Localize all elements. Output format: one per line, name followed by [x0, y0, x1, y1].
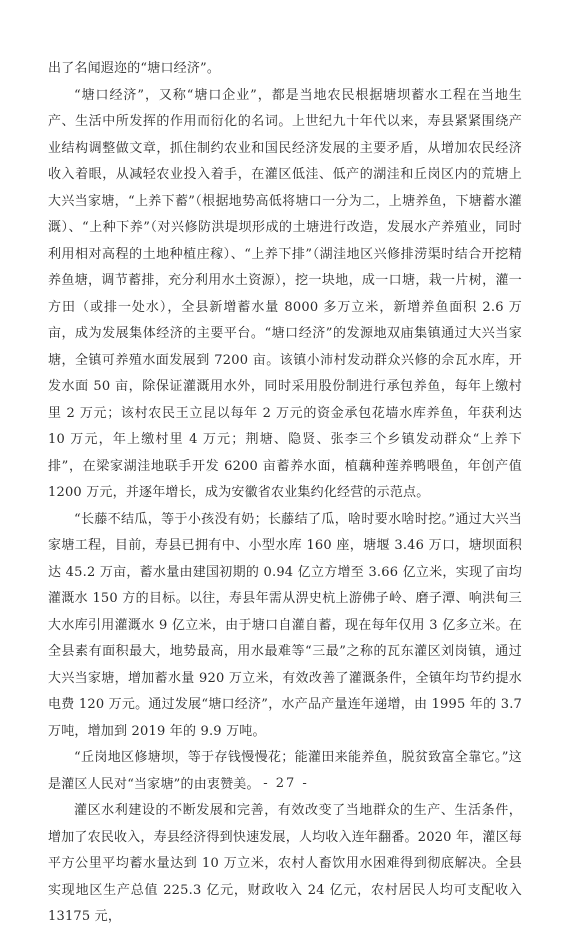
paragraph-hill-area-saying: “丘岗地区修塘坝，等于存钱慢慢花；能灌田来能养鱼，脱贫致富全靠它。”这是灌区人民对“当家塘”的由衷赞美。: [48, 750, 522, 792]
paragraph-continuation: 出了名闻遐迩的“塘口经济”。: [48, 61, 221, 76]
page-number: - 27 -: [263, 776, 309, 791]
paragraph-long-vine-saying: “长藤不结瓜，等于小孩没有奶；长藤结了瓜，啥时要水啥时挖。”通过大兴当家塘工程，目前，寿县已拥有中、小型水库 160 座，塘堰 3.46 万口，塘坝面积达 45.2 万亩，蓄水量由建国初期的 0.94 亿立方增至 3.66 亿立米，实现了亩均灌溉水 150 方的目标。以往，寿县年需从淠史杭上游佛子岭、磨子潭、响洪甸三大水库引用灌溉水 9 亿立米，由于塘口自灌自蓄，现在每年仅用 3 亿多立米。在全县素有面积最大，地势最高，用水最难等“三最”之称的瓦东灌区刘岗镇，通过大兴当家塘，增加蓄水量 920 万立米，有效改善了灌溉条件，全镇年均节约提水电费 120 万元。通过发展“塘口经济”，水产品产量连年递增，由 1995 年的 3.7 万吨，增加到 2019 年的 9.9 万吨。: [48, 511, 522, 739]
document-body: [48, 56, 522, 931]
paragraph-irrigation-development: 灌区水利建设的不断发展和完善，有效改变了当地群众的生产、生活条件，增加了农民收入，寿县经济得到快速发展，人均收入连年翻番。2020 年，灌区每平方公里平均蓄水量达到 10 万立米，农村人畜饮用水困难得到彻底解决。全县实现地区生产总值 225.3 亿元，财政收入 24 亿元，农村居民人均可支配收入 13175 元，: [48, 803, 522, 924]
paragraph-tangkou-economy: “塘口经济”，又称“塘口企业”，都是当地农民根据塘坝蓄水工程在当地生产、生活中所发挥的作用而衍化的名词。上世纪九十年代以来，寿县紧紧围绕产业结构调整做文章，抓住制约农业和国民经济发展的主要矛盾，从增加农民经济收入着眼，从减轻农业投入着手，在灌区低洼、低产的湖洼和丘岗区内的荒塘上大兴当家塘，“上养下蓄”（根据地势高低将塘口一分为二，上塘养鱼，下塘蓄水灌溉）、“上种下养”（对兴修防洪堤坝形成的土塘进行改造，发展水产养殖业，同时利用相对高程的土地种植庄稼）、“上养下排”（湖洼地区兴修排涝渠时结合开挖精养鱼塘，调节蓄排，充分利用水土资源），挖一块地，成一口塘，栽一片树，灌一方田（或排一处水），全县新增蓄水量 8000 多万立米，新增养鱼面积 2.6 万亩，成为发展集体经济的主要平台。“塘口经济”的发源地双庙集镇通过大兴当家塘，全镇可养殖水面发展到 7200 亩。该镇小沛村发动群众兴修的佘瓦水库，开发水面 50 亩，除保证灌溉用水外，同时采用股份制进行承包养鱼，每年上缴村里 2 万元；该村农民王立昆以每年 2 万元的资金承包花墙水库养鱼，年获利达 10 万元，年上缴村里 4 万元；荆塘、隐贤、张李三个乡镇发动群众“上养下排”，在梁家湖洼地联手开发 6200 亩蓄养水面，植藕种莲养鸭喂鱼，年创产值 1200 万元，并逐年增长，成为安徽省农业集约化经营的示范点。: [48, 87, 522, 500]
